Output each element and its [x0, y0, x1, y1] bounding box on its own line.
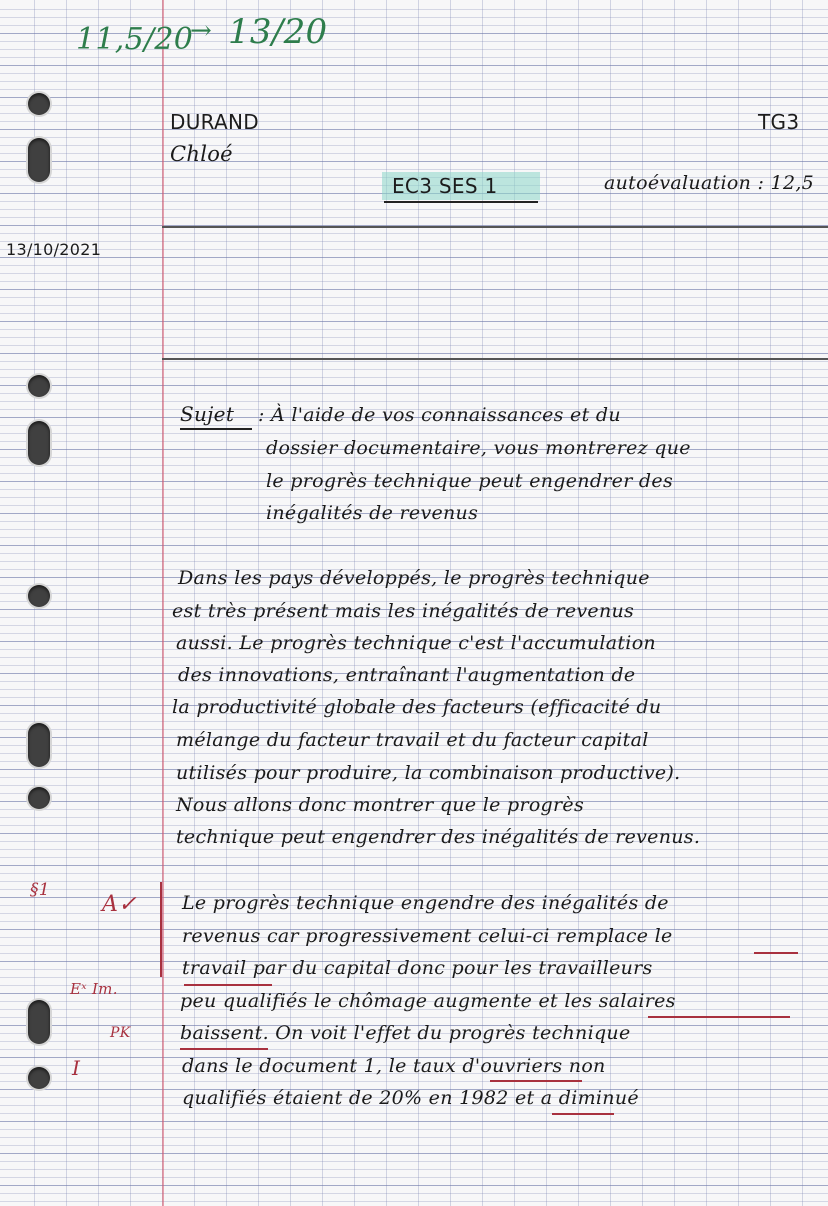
intro-line: Nous allons donc montrer que le progrès	[176, 794, 584, 816]
correction-mark: Eˣ Im.	[70, 980, 118, 998]
correction-bracket	[160, 882, 162, 977]
subject-line: dossier documentaire, vous montrerez que	[266, 437, 691, 459]
binder-hole	[28, 1067, 50, 1089]
subject-label: Sujet	[180, 402, 235, 426]
date: 13/10/2021	[6, 240, 102, 259]
student-first-name: Chloé	[170, 142, 233, 166]
paragraph-line: travail par du capital donc pour les travailleurs	[182, 957, 653, 979]
correction-mark: PK	[110, 1025, 131, 1041]
correction-underline	[490, 1080, 582, 1082]
correction-mark: A✓	[102, 892, 137, 917]
paragraph-line: dans le document 1, le taux d'ouvriers non	[182, 1055, 606, 1077]
correction-underline	[184, 984, 272, 986]
self-assessment: autoévaluation : 12,5	[604, 172, 815, 194]
correction-underline	[552, 1113, 614, 1115]
binder-hole	[28, 93, 50, 115]
binder-slot	[28, 421, 50, 465]
paragraph-line: Le progrès technique engendre des inégalités de	[182, 892, 669, 914]
correction-underline	[180, 1048, 268, 1050]
paragraph-line: peu qualifiés le chômage augmente et les salaires	[180, 990, 676, 1012]
correction-underline	[648, 1016, 790, 1018]
correction-underline	[754, 952, 798, 954]
margin-line	[162, 0, 164, 1206]
intro-line: est très présent mais les inégalités de revenus	[172, 600, 635, 622]
header-rule	[162, 226, 828, 228]
grade-arrow: →	[190, 16, 213, 46]
student-last-name: DURAND	[170, 110, 259, 134]
paragraph-line: revenus car progressivement celui-ci remplace le	[182, 925, 673, 947]
binder-slot	[28, 723, 50, 767]
paragraph-line: baissent. On voit l'effet du progrès technique	[180, 1022, 631, 1044]
intro-line: utilisés pour produire, la combinaison productive).	[176, 762, 681, 784]
subject-underline	[180, 428, 252, 430]
header-rule	[162, 358, 828, 360]
subject-line: le progrès technique peut engendrer des	[266, 470, 673, 492]
section-marker: §1	[30, 880, 50, 900]
subject-line: : À l'aide de vos connaissances et du	[258, 404, 621, 426]
class-name: TG3	[758, 110, 800, 134]
intro-line: technique peut engendrer des inégalités de revenus.	[176, 826, 701, 848]
binder-slot	[28, 138, 50, 182]
binder-hole	[28, 375, 50, 397]
intro-line: mélange du facteur travail et du facteur capital	[176, 729, 649, 751]
binder-hole	[28, 787, 50, 809]
title-underline	[384, 201, 538, 203]
intro-line: la productivité globale des facteurs (efficacité du	[172, 696, 662, 718]
binder-slot	[28, 1000, 50, 1044]
subject-line: inégalités de revenus	[266, 502, 479, 524]
correction-mark: I	[72, 1056, 81, 1080]
binder-hole	[28, 585, 50, 607]
intro-line: aussi. Le progrès technique c'est l'accumulation	[176, 632, 656, 654]
assignment-title: EC3 SES 1	[392, 174, 498, 198]
intro-line: des innovations, entraînant l'augmentation de	[178, 664, 636, 686]
final-grade: 13/20	[228, 12, 328, 52]
intro-line: Dans les pays développés, le progrès technique	[178, 567, 650, 589]
initial-grade: 11,5/20	[76, 22, 194, 57]
paragraph-line: qualifiés étaient de 20% en 1982 et a diminué	[182, 1087, 639, 1109]
